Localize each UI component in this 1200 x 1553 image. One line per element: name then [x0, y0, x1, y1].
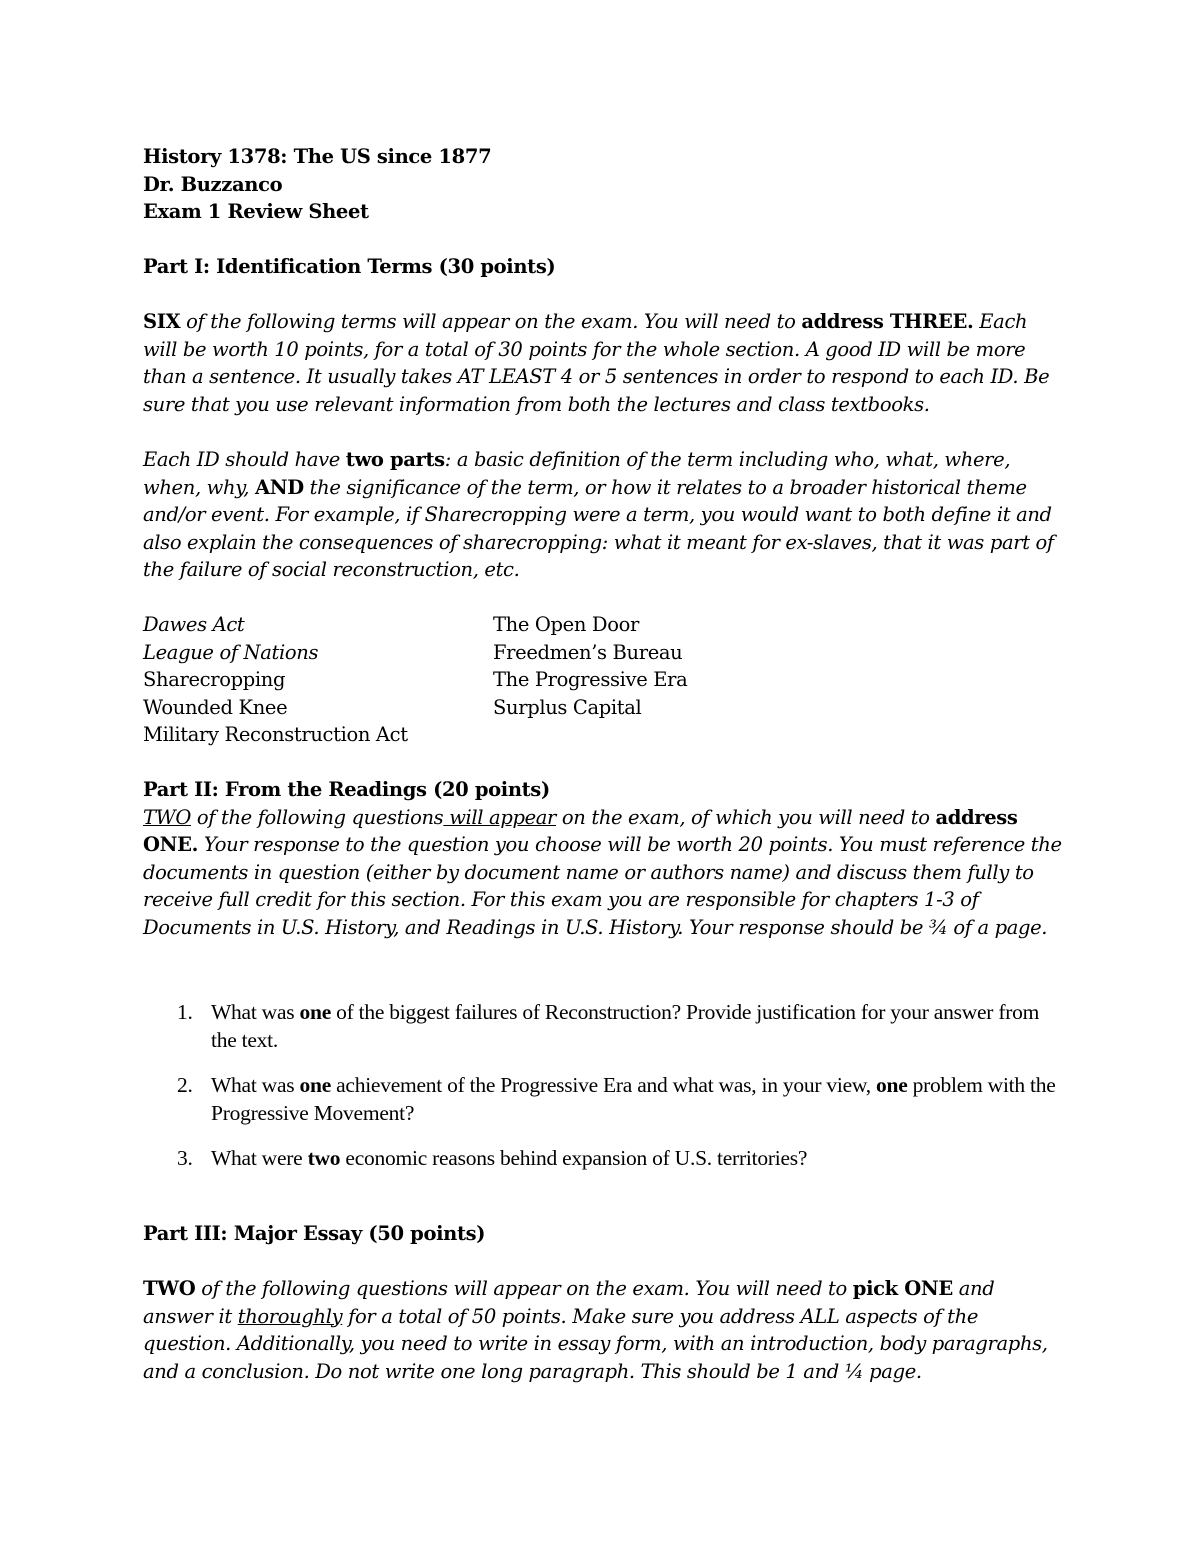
- readings-questions: [143, 999, 1063, 1173]
- part1-section: [143, 253, 1063, 281]
- part3-heading: Part III: Major Essay (50 points): [143, 1222, 486, 1245]
- part3-section: [143, 1220, 1063, 1248]
- part1-id-guidance: Each ID should have two parts: a basic definition of the term including who, what, where, when, why, AND the significance of the term, or how it relates to a broader historical theme and/or event. For example, if Sharecropping were a term, you would want to both define it and also explain the consequences of sharecropping: what it meant for ex-slaves, that it was part of the failure of social reconstruction, etc.: [143, 448, 1054, 581]
- terms-right-column: [493, 611, 687, 721]
- term-item: Wounded Knee: [143, 695, 288, 719]
- part3-instructions: TWO of the following questions will appear on the exam. You will need to pick ONE and answer it thoroughly for a total of 50 points. Make sure you address ALL aspects of the question. Additionally, you need to write in essay form, with an introduction, body paragraphs, and a conclusion. Do not write one long paragraph. This should be 1 and ¼ page.: [143, 1277, 1048, 1383]
- two-emphasis: TWO: [143, 1277, 196, 1300]
- address-one-emphasis: address ONE.: [143, 805, 1018, 856]
- question-item: 2. What was one achievement of the Progressive Era and what was, in your view, one problem with the Progressive Movement?: [177, 1073, 1056, 1125]
- term-item: Surplus Capital: [493, 695, 642, 719]
- thoroughly-emphasis: thoroughly: [237, 1304, 343, 1328]
- term-item: Dawes Act: [143, 613, 245, 636]
- address-emphasis: address: [801, 310, 884, 333]
- six-emphasis: SIX: [143, 310, 181, 333]
- part2-section: Part II: From the Readings (20 points) TWO of the following questions will appear on the exam, of which you will need to address ONE. Your response to the question you choose will be worth 20 points. You must reference the documents in question (either by document name or authors name) and discuss them fully to receive full credit for this section. For this exam you are responsible for chapters 1-3 of Documents in U.S. History, and Readings in U.S. History. Your response should be ¾ of a page.: [143, 778, 1062, 939]
- term-item: The Progressive Era: [493, 668, 688, 691]
- term-item: League of Nations: [143, 640, 319, 664]
- instructor-name: Dr. Buzzanco: [143, 172, 283, 196]
- terms-left-column: [143, 611, 408, 749]
- term-item: Sharecropping: [143, 668, 286, 691]
- terms-list: [143, 611, 1063, 751]
- term-item: Military Reconstruction Act: [143, 723, 408, 746]
- sheet-title: Exam 1 Review Sheet: [143, 200, 369, 223]
- will-appear-emphasis: will appear: [443, 805, 557, 829]
- two-emphasis: TWO: [143, 805, 191, 829]
- part2-heading: Part II: From the Readings (20 points): [143, 778, 550, 801]
- term-item: The Open Door: [493, 613, 639, 636]
- question-item: 3. What were two economic reasons behind expansion of U.S. territories?: [177, 1146, 808, 1170]
- two-parts-emphasis: two parts: [345, 448, 445, 471]
- part1-instructions: SIX of the following terms will appear on the exam. You will need to address THREE. Each will be worth 10 points, for a total of 30 points for the whole section. A good ID will be more than a sentence. It usually takes AT LEAST 4 or 5 sentences in order to respond to each ID. Be sure that you use relevant information from both the lectures and class textbooks.: [143, 310, 1050, 416]
- course-title: History 1378: The US since 1877: [143, 145, 492, 168]
- term-item: Freedmen’s Bureau: [493, 640, 683, 664]
- part1-heading: Part I: Identification Terms (30 points): [143, 255, 556, 278]
- pick-one-emphasis: pick ONE: [852, 1277, 953, 1300]
- document-header: [143, 143, 1063, 226]
- and-emphasis: AND: [254, 475, 304, 499]
- question-item: 1. What was one of the biggest failures of Reconstruction? Provide justification for your answer from the text.: [177, 1000, 1040, 1052]
